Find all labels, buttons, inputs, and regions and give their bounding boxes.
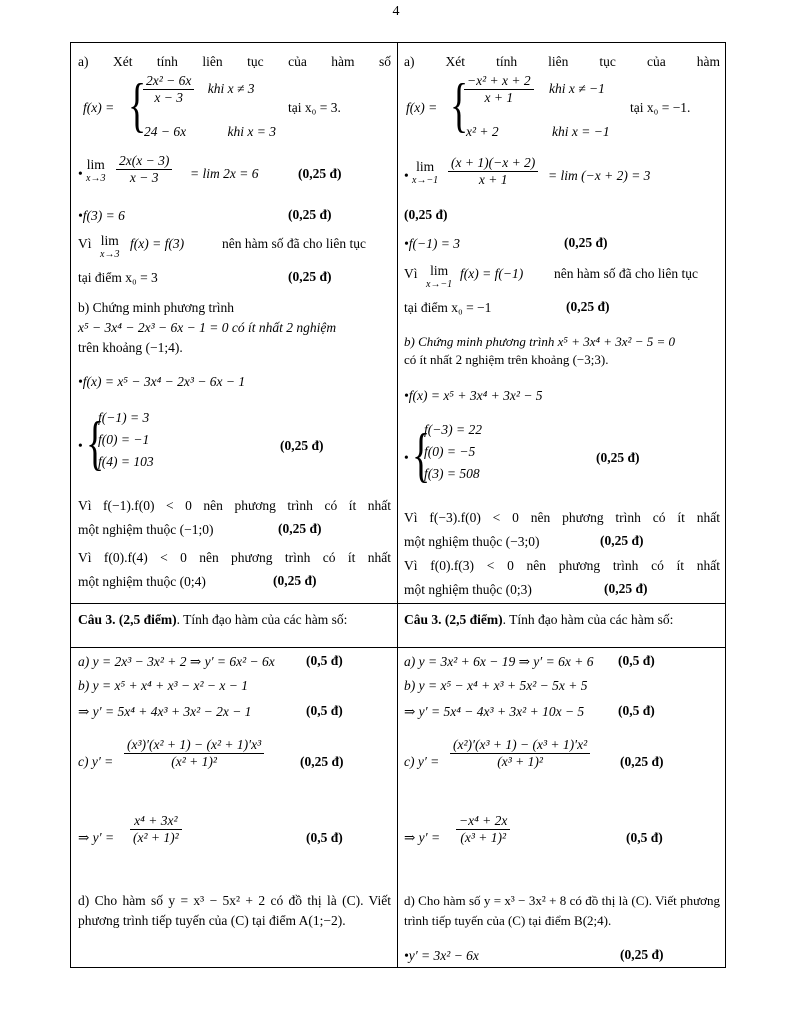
value-row: f(−3) = 22: [424, 422, 482, 437]
q3-title: Câu 3. (2,5 điểm). Tính đạo hàm của các hàm số:: [78, 612, 348, 627]
points-label: (0,25 đ): [288, 269, 332, 284]
points-label: (0,5 đ): [618, 703, 655, 718]
q2b-interval: trên khoảng (−1;4).: [78, 340, 183, 355]
q3b-derivative: ⇒ y′ = 5x⁴ − 4x³ + 3x² + 10x − 5: [404, 704, 585, 719]
q2b-title: b) Chứng minh phương trình: [78, 300, 235, 315]
value-row: f(0) = −1: [98, 432, 150, 447]
column-divider: [397, 43, 398, 967]
points-label: (0,5 đ): [306, 653, 343, 668]
points-label: (0,25 đ): [620, 947, 664, 962]
q2b-function: •f(x) = x⁵ + 3x⁴ + 3x² − 5: [404, 388, 543, 403]
q2b-root1: một nghiệm thuộc (−1;0): [78, 522, 214, 537]
q2b-interval: có ít nhất 2 nghiệm trên khoảng (−3;3).: [404, 352, 609, 367]
q3b: b) y = x⁵ + x⁴ + x³ − x² − x − 1: [78, 678, 248, 693]
q3d-derivative: •y′ = 3x² − 6x: [404, 948, 479, 963]
points-label: (0,25 đ): [566, 299, 610, 314]
q3d: d) Cho hàm số y = x³ − 5x² + 2 có đồ thị là (C). Viết phương trình tiếp tuyến của (C) tại điểm A(1;−2).: [78, 893, 391, 928]
q2b-values: • { f(−3) = 22 f(0) = −5 f(3) = 508 (0,25 đ): [404, 415, 720, 499]
right-column: [404, 43, 720, 969]
q3c-result: ⇒ y′ = $\frac{\text{x⁴ + 3x²}}{\text{(x² + 1)²}}$ (0,5 đ): [78, 813, 343, 845]
q2b-since1: Vì f(−3).f(0) < 0 nên phương trình có ít nhất: [404, 510, 720, 525]
points-label: (0,25 đ): [280, 438, 324, 453]
q3-title: Câu 3. (2,5 điểm). Tính đạo hàm của các hàm số:: [404, 612, 674, 627]
points-label: (0,5 đ): [626, 830, 663, 845]
q2a-f-value: •f(3) = 6: [78, 208, 125, 223]
q2b-since2: Vì f(0).f(4) < 0 nên phương trình có ít nhất: [78, 550, 391, 565]
q3b: b) y = x⁵ − x⁴ + x³ + 5x² − 5x + 5: [404, 678, 588, 693]
page-number: 4: [392, 4, 400, 19]
left-brace: {: [128, 72, 147, 140]
q2b-title: b) Chứng minh phương trình x⁵ + 3x⁴ + 3x² − 5 = 0: [404, 334, 675, 349]
points-label: (0,5 đ): [618, 653, 655, 668]
function-label: f(x) =: [83, 100, 115, 115]
q2b-root1: một nghiệm thuộc (−3;0): [404, 534, 540, 549]
points-label: (0,5 đ): [306, 703, 343, 718]
case1-condition: khi x ≠ 3: [207, 80, 255, 96]
points-label: (0,25 đ): [278, 521, 322, 536]
value-row: f(4) = 103: [98, 454, 154, 469]
points-label: (0,25 đ): [604, 581, 648, 596]
points-label: (0,25 đ): [600, 533, 644, 548]
q2a-f-value: •f(−1) = 3: [404, 236, 460, 251]
points-label: (0,25 đ): [620, 754, 664, 769]
points-label: (0,25 đ): [273, 573, 317, 588]
q2b-since1: Vì f(−1).f(0) < 0 nên phương trình có ít nhất: [78, 498, 391, 513]
q3c-result: ⇒ y′ = $\frac{\text{−x⁴ + 2x}}{\text{(x³ + 1)²}}$ (0,5 đ): [404, 813, 663, 845]
q2a-intro: a) Xét tính liên tục của hàm: [404, 54, 720, 69]
case2-expression: 24 − 6x: [144, 124, 187, 139]
q2a-point: tại x₀ = 3.: [288, 100, 341, 115]
left-column: [78, 43, 391, 969]
points-label: (0,25 đ): [404, 207, 448, 222]
q2a-intro: a) Xét tính liên tục của hàm số: [78, 54, 391, 69]
case2-condition: khi x = 3: [227, 124, 276, 139]
points-label: (0,25 đ): [298, 166, 342, 181]
points-label: (0,25 đ): [596, 450, 640, 465]
q2a-conclusion: Vì lim x→−1 f(x) = f(−1) nên hàm số đã cho liên tục: [404, 263, 698, 290]
q2b-since2: Vì f(0).f(3) < 0 nên phương trình có ít nhất: [404, 558, 720, 573]
q3a: a) y = 3x² + 6x − 19 ⇒ y′ = 6x + 6: [404, 654, 594, 669]
points-label: (0,25 đ): [300, 754, 344, 769]
values-brace: {: [86, 410, 105, 478]
q2b-function: •f(x) = x⁵ − 3x⁴ − 2x³ − 6x − 1: [78, 374, 246, 389]
points-label: (0,25 đ): [564, 235, 608, 250]
value-row: f(3) = 508: [424, 466, 480, 481]
answer-table: [70, 42, 726, 968]
q3c: c) y′ = $\frac{\text{(x³)′(x² + 1) − (x² + 1)′x³}}{\text{(x² + 1)²}}$ (0,25 đ): [78, 737, 344, 769]
q3a: a) y = 2x³ − 3x² + 2 ⇒ y′ = 6x² − 6x: [78, 654, 275, 669]
q2b-root2: một nghiệm thuộc (0;4): [78, 574, 206, 589]
points-label: (0,5 đ): [306, 830, 343, 845]
q3d: d) Cho hàm số y = x³ − 3x² + 8 có đồ thị là (C). Viết phương trình tiếp tuyến của (C) tại điểm B(2;4).: [404, 893, 720, 928]
value-row: f(0) = −5: [424, 444, 476, 459]
value-row: f(−1) = 3: [98, 410, 150, 425]
q2a-at-point: tại điểm x₀ = 3: [78, 270, 158, 285]
q3b-derivative: ⇒ y′ = 5x⁴ + 4x³ + 3x² − 2x − 1: [78, 704, 252, 719]
case1-fraction: $\frac{\text{2x² − 6x}}{x - 3}$: [143, 73, 194, 106]
q2b-equation: x⁵ − 3x⁴ − 2x³ − 6x − 1 = 0 có ít nhất 2 nghiệm: [78, 320, 337, 335]
q2a-at-point: tại điểm x₀ = −1: [404, 300, 492, 315]
left-brace: {: [450, 72, 469, 140]
q3c: c) y′ = $\frac{\text{(x²)′(x³ + 1) − (x³ + 1)′x²}}{\text{(x³ + 1)²}}$ (0,25 đ): [404, 737, 664, 769]
q2a-conclusion: Vì lim x→3 f(x) = f(3) nên hàm số đã cho liên tục: [78, 233, 366, 260]
q2a-limit: • lim x→3 $\frac{2x(x - 3)}{x - 3}$ = lim 2x = 6 (0,25 đ): [78, 153, 342, 185]
q2b-values: • { f(−1) = 3 f(0) = −1 f(4) = 103 (0,25 đ): [78, 403, 391, 487]
q2a-piecewise: [78, 73, 391, 143]
q2a-limit: • lim x→−1 $\frac{(x + 1)(-x + 2)}{x + 1}$ = lim (−x + 2) = 3: [404, 155, 651, 187]
q2a-piecewise: f(x) = { $\frac{\text{−x² + x + 2}}{x + 1}$ khi x ≠ −1 x² + 2 khi x = −1 tại x₀ = −1.: [406, 72, 691, 140]
q2b-root2: một nghiệm thuộc (0;3): [404, 582, 532, 597]
points-label: (0,25 đ): [288, 207, 332, 222]
